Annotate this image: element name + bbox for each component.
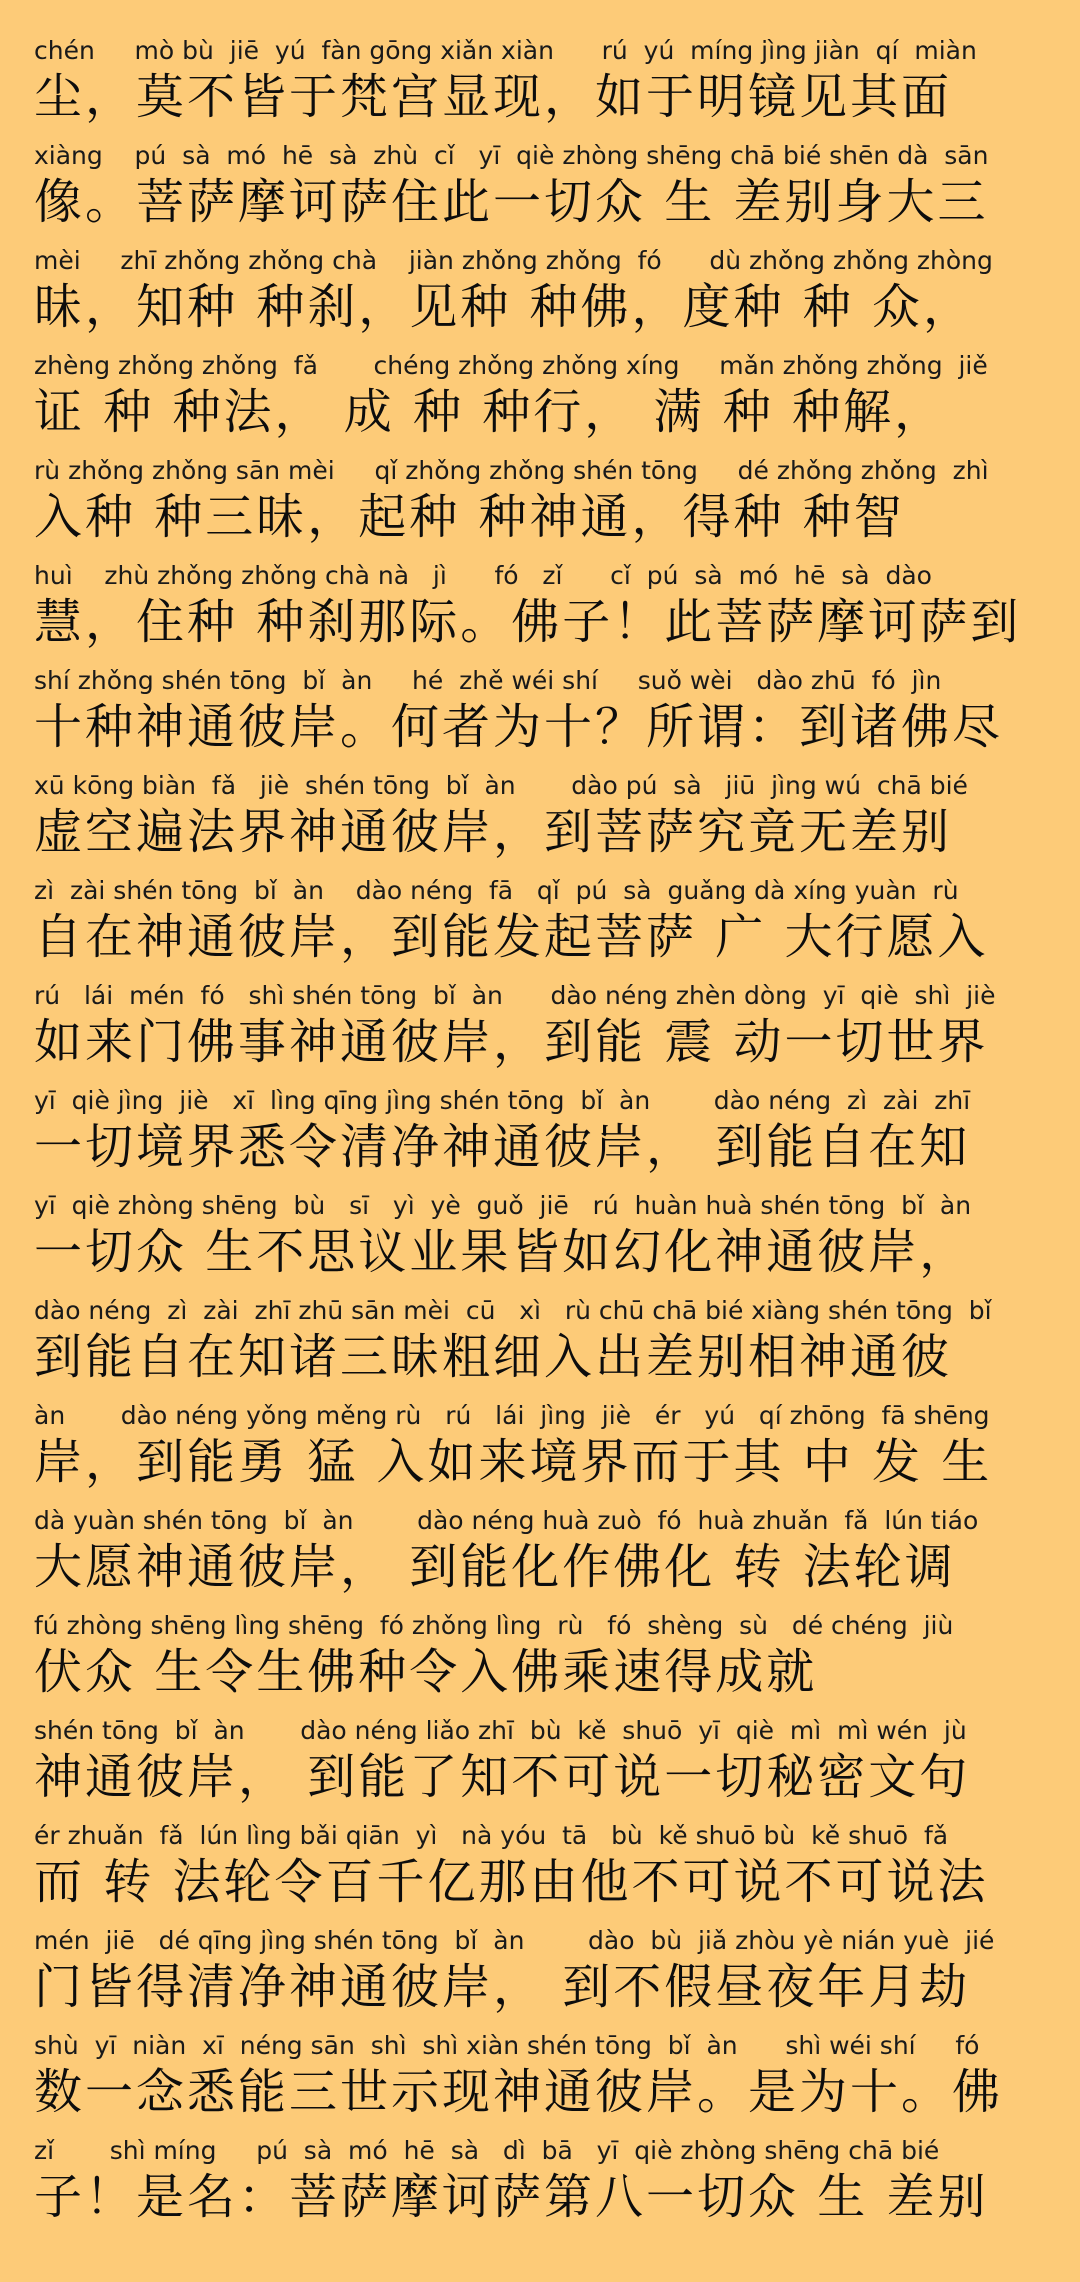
text-line xyxy=(34,1506,1046,1611)
text-line xyxy=(34,456,1046,561)
text-line xyxy=(34,981,1046,1086)
text-line xyxy=(34,561,1046,666)
text-line xyxy=(34,666,1046,771)
text-line xyxy=(34,1086,1046,1191)
chinese-text: 到能自在知诸三昧粗细入出差别相神通彼 xyxy=(34,1329,953,1385)
chinese-text: 像。菩萨摩诃萨住此一切众 生 差别身大三 xyxy=(34,174,989,230)
text-line xyxy=(34,1716,1046,1821)
pinyin-annotation: yī qiè jìng jiè xī lìng qīng jìng shén tōng bǐ àn dào néng zì zài zhī xyxy=(34,1086,971,1115)
chinese-text: 一切众 生不思议业果皆如幻化神通彼岸， xyxy=(34,1224,971,1280)
text-line xyxy=(34,771,1046,876)
pinyin-annotation: rú lái mén fó shì shén tōng bǐ àn dào néng zhèn dòng yī qiè shì jiè xyxy=(34,981,996,1010)
text-line xyxy=(34,36,1046,141)
chinese-text: 伏众 生令生佛种令入佛乘速得成就 xyxy=(34,1644,818,1700)
chinese-text: 如来门佛事神通彼岸，到能 震 动一切世界 xyxy=(34,1014,989,1070)
chinese-text: 十种神通彼岸。何者为十？所谓：到诸佛尽 xyxy=(34,699,1004,755)
pinyin-annotation: xū kōng biàn fǎ jiè shén tōng bǐ àn dào pú sà jiū jìng wú chā bié xyxy=(34,771,968,800)
text-line xyxy=(34,1191,1046,1296)
pinyin-annotation: ér zhuǎn fǎ lún lìng bǎi qiān yì nà yóu tā bù kě shuō bù kě shuō fǎ xyxy=(34,1821,949,1850)
text-line xyxy=(34,2031,1046,2136)
pinyin-annotation: rù zhǒng zhǒng sān mèi qǐ zhǒng zhǒng shén tōng dé zhǒng zhǒng zhì xyxy=(34,456,989,485)
pinyin-annotation: chén mò bù jiē yú fàn gōng xiǎn xiàn rú yú míng jìng jiàn qí miàn xyxy=(34,36,977,65)
pinyin-annotation: huì zhù zhǒng zhǒng chà nà jì fó zǐ cǐ pú sà mó hē sà dào xyxy=(34,561,932,590)
text-line xyxy=(34,1401,1046,1506)
text-line xyxy=(34,1926,1046,2031)
chinese-text: 大愿神通彼岸， 到能化作佛化 转 法轮调 xyxy=(34,1539,956,1595)
text-line xyxy=(34,1821,1046,1926)
text-line xyxy=(34,1611,1046,1716)
text-line xyxy=(34,351,1046,456)
chinese-text: 门皆得清净神通彼岸， 到不假昼夜年月劫 xyxy=(34,1959,971,2015)
chinese-text: 入种 种三昧，起种 种神通，得种 种智 xyxy=(34,489,905,545)
pinyin-annotation: mén jiē dé qīng jìng shén tōng bǐ àn dào bù jiǎ zhòu yè nián yuè jié xyxy=(34,1926,995,1955)
pinyin-annotation: shù yī niàn xī néng sān shì shì xiàn shén tōng bǐ àn shì wéi shí fó xyxy=(34,2031,980,2060)
pinyin-annotation: xiàng pú sà mó hē sà zhù cǐ yī qiè zhòng shēng chā bié shēn dà sān xyxy=(34,141,989,170)
pinyin-annotation: yī qiè zhòng shēng bù sī yì yè guǒ jiē rú huàn huà shén tōng bǐ àn xyxy=(34,1191,972,1220)
chinese-text: 神通彼岸， 到能了知不可说一切秘密文句 xyxy=(34,1749,971,1805)
pinyin-annotation: dà yuàn shén tōng bǐ àn dào néng huà zuò fó huà zhuǎn fǎ lún tiáo xyxy=(34,1506,979,1535)
chinese-text: 慧，住种 种刹那际。佛子！此菩萨摩诃萨到 xyxy=(34,594,1022,650)
chinese-text: 数一念悉能三世示现神通彼岸。是为十。佛 xyxy=(34,2064,1004,2120)
text-line xyxy=(34,2136,1046,2241)
text-line xyxy=(34,246,1046,351)
text-line xyxy=(34,1296,1046,1401)
chinese-text: 一切境界悉令清净神通彼岸， 到能自在知 xyxy=(34,1119,971,1175)
text-line xyxy=(34,876,1046,981)
text-line xyxy=(34,141,1046,246)
pinyin-annotation: shí zhǒng shén tōng bǐ àn hé zhě wéi shí suǒ wèi dào zhū fó jìn xyxy=(34,666,942,695)
pinyin-annotation: àn dào néng yǒng měng rù rú lái jìng jiè ér yú qí zhōng fā shēng xyxy=(34,1401,990,1430)
chinese-text: 自在神通彼岸，到能发起菩萨 广 大行愿入 xyxy=(34,909,989,965)
pinyin-annotation: dào néng zì zài zhī zhū sān mèi cū xì rù chū chā bié xiàng shén tōng bǐ xyxy=(34,1296,992,1325)
pinyin-annotation: zì zài shén tōng bǐ àn dào néng fā qǐ pú sà guǎng dà xíng yuàn rù xyxy=(34,876,959,905)
chinese-text: 尘，莫不皆于梵宫显现，如于明镜见其面 xyxy=(34,69,953,125)
pinyin-annotation: zǐ shì míng pú sà mó hē sà dì bā yī qiè zhòng shēng chā bié xyxy=(34,2136,940,2165)
chinese-text: 子！是名：菩萨摩诃萨第八一切众 生 差别 xyxy=(34,2169,989,2225)
chinese-text: 岸，到能勇 猛 入如来境界而于其 中 发 生 xyxy=(34,1434,993,1490)
chinese-text: 昧，知种 种刹，见种 种佛，度种 种 众， xyxy=(34,279,975,335)
pinyin-annotation: zhèng zhǒng zhǒng fǎ chéng zhǒng zhǒng xíng mǎn zhǒng zhǒng jiě xyxy=(34,351,988,380)
pinyin-annotation: mèi zhī zhǒng zhǒng chà jiàn zhǒng zhǒng fó dù zhǒng zhǒng zhòng xyxy=(34,246,993,275)
chinese-text: 证 种 种法， 成 种 种行， 满 种 种解， xyxy=(34,384,946,440)
pinyin-annotation: fú zhòng shēng lìng shēng fó zhǒng lìng rù fó shèng sù dé chéng jiù xyxy=(34,1611,954,1640)
chinese-text: 而 转 法轮令百千亿那由他不可说不可说法 xyxy=(34,1854,989,1910)
chinese-text: 虚空遍法界神通彼岸，到菩萨究竟无差别 xyxy=(34,804,953,860)
pinyin-annotation: shén tōng bǐ àn dào néng liǎo zhī bù kě shuō yī qiè mì mì wén jù xyxy=(34,1716,967,1745)
